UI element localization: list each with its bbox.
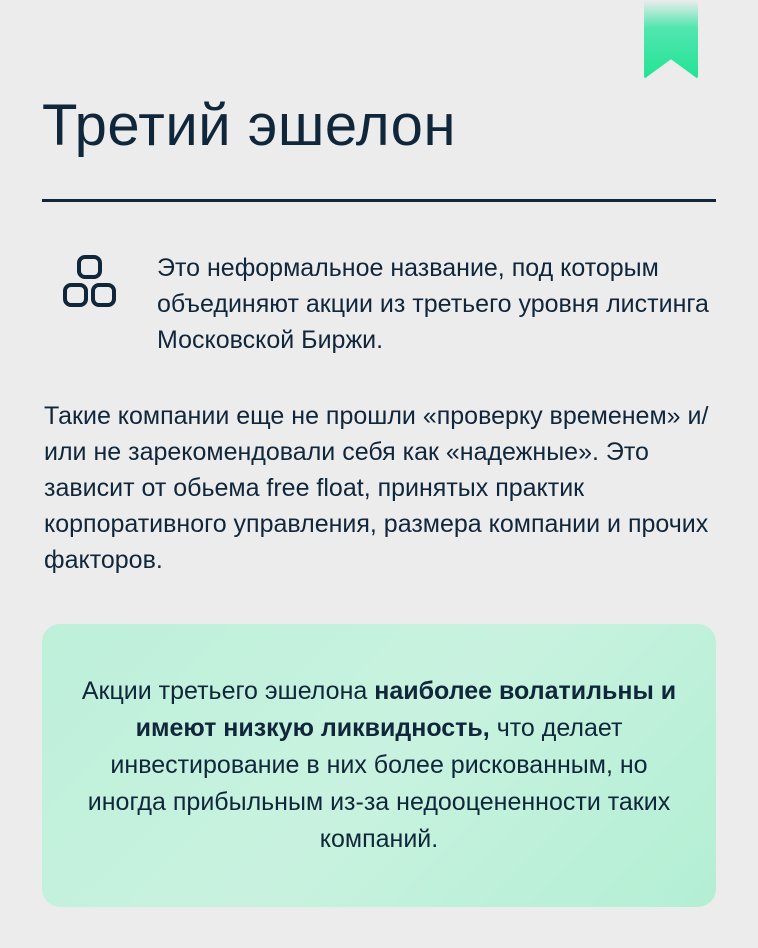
blocks-icon: [62, 254, 118, 308]
bookmark-icon: [644, 0, 698, 79]
page-title: Третий эшелон: [42, 93, 456, 158]
divider: [42, 199, 716, 202]
callout-text-bold: наиболее волатильны и имеют низкую ликвидность,: [135, 677, 677, 742]
callout-text: [79, 673, 679, 858]
callout-text-end: что делает инвестирование в них более рискованным, но иногда прибыльным из-за недооцененности таких компаний.: [87, 714, 671, 853]
callout-box: [42, 624, 716, 907]
body-text: Такие компании еще не прошли «проверку временем» и/или не зарекомендовали себя как «надежные». Это зависит от обьема free float, принятых практик корпоративного управления, размера компании и прочих факторов.: [44, 402, 709, 574]
callout-text-start: Акции третьего эшелона: [81, 677, 375, 705]
intro-text: Это неформальное название, под которым объединяют акции из третьего уровня листинга Московской Биржи.: [157, 254, 709, 354]
